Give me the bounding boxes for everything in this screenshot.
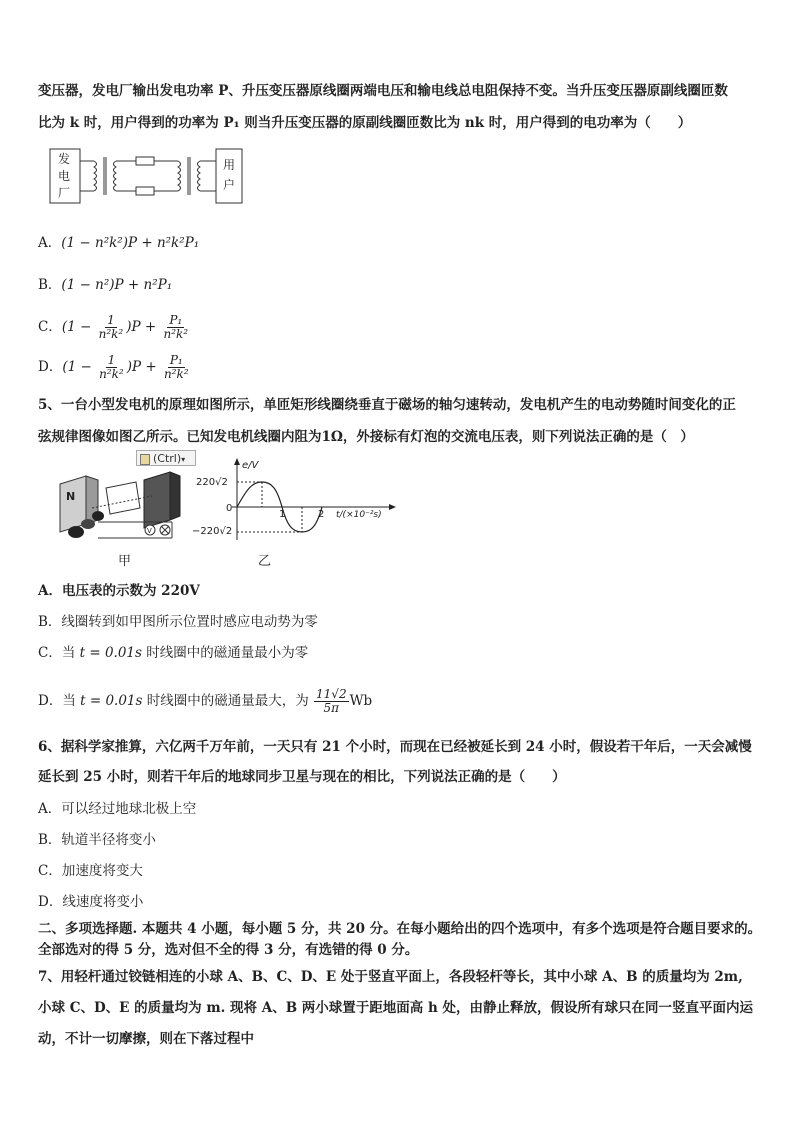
q5-yi-tick2: 2 [318,509,325,520]
q5-magnet-n-label: N [66,490,76,503]
q5-yi-xlabel: t/(×10⁻²s) [336,510,382,520]
q4-option-b[interactable]: B．(1 − n²)P + n²P₁ [38,277,173,293]
q4-stem-line1: 变压器，发电厂输出发电功率 P、升压变压器原线圈两端电压和输电线总电阻保持不变。当升压变压器原副线圈匝数 [38,83,728,99]
q5-figure-jia-caption: 甲 [118,554,132,569]
q4-option-a[interactable]: A．(1 − n²k²)P + n²k²P₁ [38,235,200,251]
q5-option-c[interactable]: C．当 t = 0.01s 时线圈中的磁通量最小为零 [38,645,309,661]
q5-figure-jia [52,466,192,546]
q5-option-b[interactable]: B．线圈转到如甲图所示位置时感应电动势为零 [38,614,318,630]
q4-option-c-frac2: $\frac{\text{P₁}}{\text{n²k²}}$ [163,313,189,341]
q4-left-box-char-3: 厂 [58,186,71,200]
q5-figure-yi [192,456,402,546]
q5-figure-yi-caption: 乙 [258,554,272,569]
q6-option-b[interactable]: B．轨道半径将变小 [38,832,156,848]
q4-option-d-frac2: $\frac{\text{P₁}}{\text{n²k²}}$ [163,353,189,381]
q5-yi-y-top: 220√2 [196,477,228,488]
section2-heading-line1: 二、多项选择题. 本题共 4 小题，每小题 5 分，共 20 分。在每小题给出的四个选项中，有多个选项是符合题目要求的。 [38,921,762,937]
svg-text:V: V [147,527,152,535]
q7-stem-line1: 7、用轻杆通过铰链相连的小球 A、B、C、D、E 处于竖直平面上，各段轻杆等长，其中小球 A、B 的质量均为 2m, [38,969,743,985]
q5-yi-tick1: 1 [279,509,286,520]
q6-option-d[interactable]: D．线速度将变小 [38,894,144,910]
q5-yi-ylabel: e/V [242,460,259,471]
q5-option-a[interactable]: A．电压表的示数为 220V [38,583,200,599]
q4-option-d-frac1: $\frac{1}{\text{n²k²}}$ [99,353,124,381]
q5-stem-line2: 弦规律图像如图乙所示。已知发电机线圈内阻为1Ω，外接标有灯泡的交流电压表，则下列说法正确的是（ ） [38,429,694,445]
q6-option-c[interactable]: C．加速度将变大 [38,863,143,879]
q4-right-box-char-2: 户 [223,178,236,192]
q4-option-d[interactable]: D．(1 − $\frac{1}{\text{n²k²}}$ )P + $\frac{\text{P₁}}{\text{n²k²}}$ [38,353,189,381]
q7-stem-line2: 小球 C、D、E 的质量均为 m. 现将 A、B 两小球置于距地面高 h 处，由静止释放，假设所有球只在同一竖直平面内运 [38,1000,754,1016]
q4-transmission-diagram [48,147,248,207]
q5-option-d-frac: $\frac{11√2}{5\pi}$ [316,687,347,715]
chevron-down-icon: ▾ [181,455,186,464]
q4-option-c-frac1: $\frac{1}{\text{n²k²}}$ [98,313,124,341]
q5-yi-origin: 0 [226,503,233,514]
q4-option-c[interactable]: C．(1 − $\frac{1}{\text{n²k²}}$ )P + $\frac{\text{P₁}}{\text{n²k²}}$ [38,313,189,341]
q5-yi-y-bottom: −220√2 [192,526,233,537]
q4-left-box-char-2: 电 [58,169,71,183]
q5-option-d[interactable]: D．当 t = 0.01s 时线圈中的磁通量最大，为 $\frac{11√2}{5\pi}$ Wb [38,687,373,715]
q4-stem-line2: 比为 k 时，用户得到的功率为 P₁ 则当升压变压器的原副线圈匝数比为 nk 时，用户得到的电功率为（ ） [38,115,692,131]
clipboard-icon [140,454,150,465]
q4-right-box-char-1: 用 [223,158,236,172]
q6-stem-line1: 6、据科学家推算，六亿两千万年前，一天只有 21 个小时，而现在已经被延长到 24 小时，假设若干年后，一天会减慢 [38,739,752,755]
section2-heading-line2: 全部选对的得 5 分，选对但不全的得 3 分，有选错的得 0 分。 [38,942,419,958]
q5-stem-line1: 5、一台小型发电机的原理如图所示，单匝矩形线圈绕垂直于磁场的轴匀速转动，发电机产生的电动势随时间变化的正 [38,397,736,413]
q4-left-box-char-1: 发 [58,152,71,166]
q6-stem-line2: 延长到 25 小时，则若干年后的地球同步卫星与现在的相比，下列说法正确的是（ ） [38,769,566,785]
paste-options-badge[interactable]: (Ctrl)▾ [136,450,196,466]
q7-stem-line3: 动，不计一切摩擦，则在下落过程中 [38,1031,254,1047]
q6-option-a[interactable]: A．可以经过地球北极上空 [38,801,197,817]
